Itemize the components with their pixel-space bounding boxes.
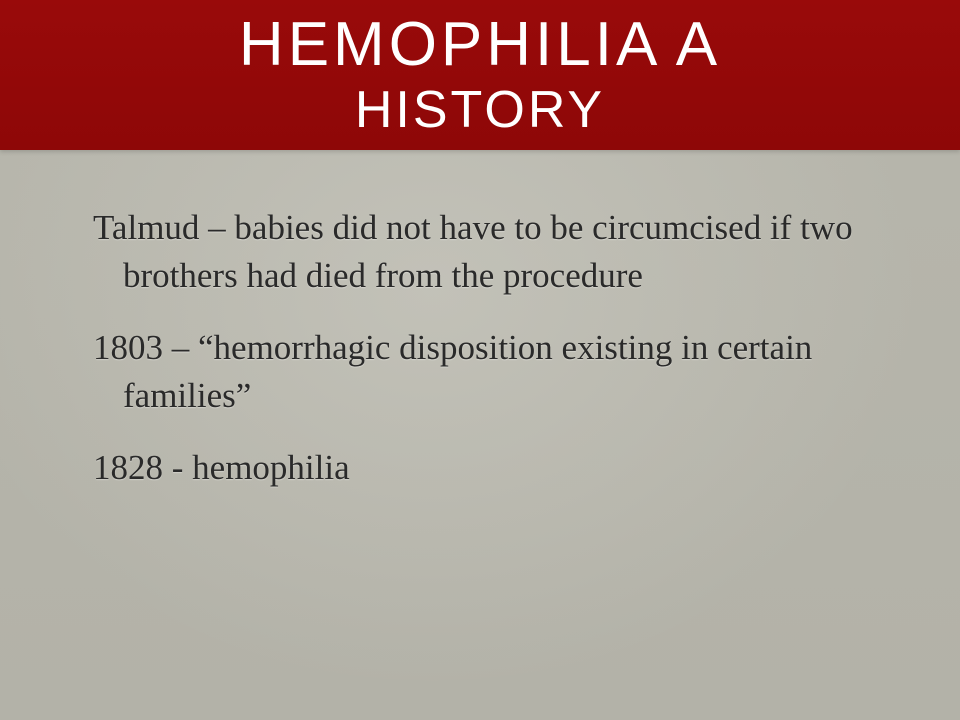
slide-title (0, 10, 960, 139)
slide-title-main: HEMOPHILIA A (238, 10, 722, 79)
bullet-1828: 1828 - hemophilia (93, 448, 350, 487)
bullet-list (93, 204, 893, 516)
slide-title-sub: HISTORY (354, 81, 606, 139)
bullet-1803: 1803 – “hemorrhagic disposition existing in certain families” (93, 328, 813, 415)
bullet-talmud: Talmud – babies did not have to be circumcised if two brothers had died from the procedure (93, 208, 853, 295)
